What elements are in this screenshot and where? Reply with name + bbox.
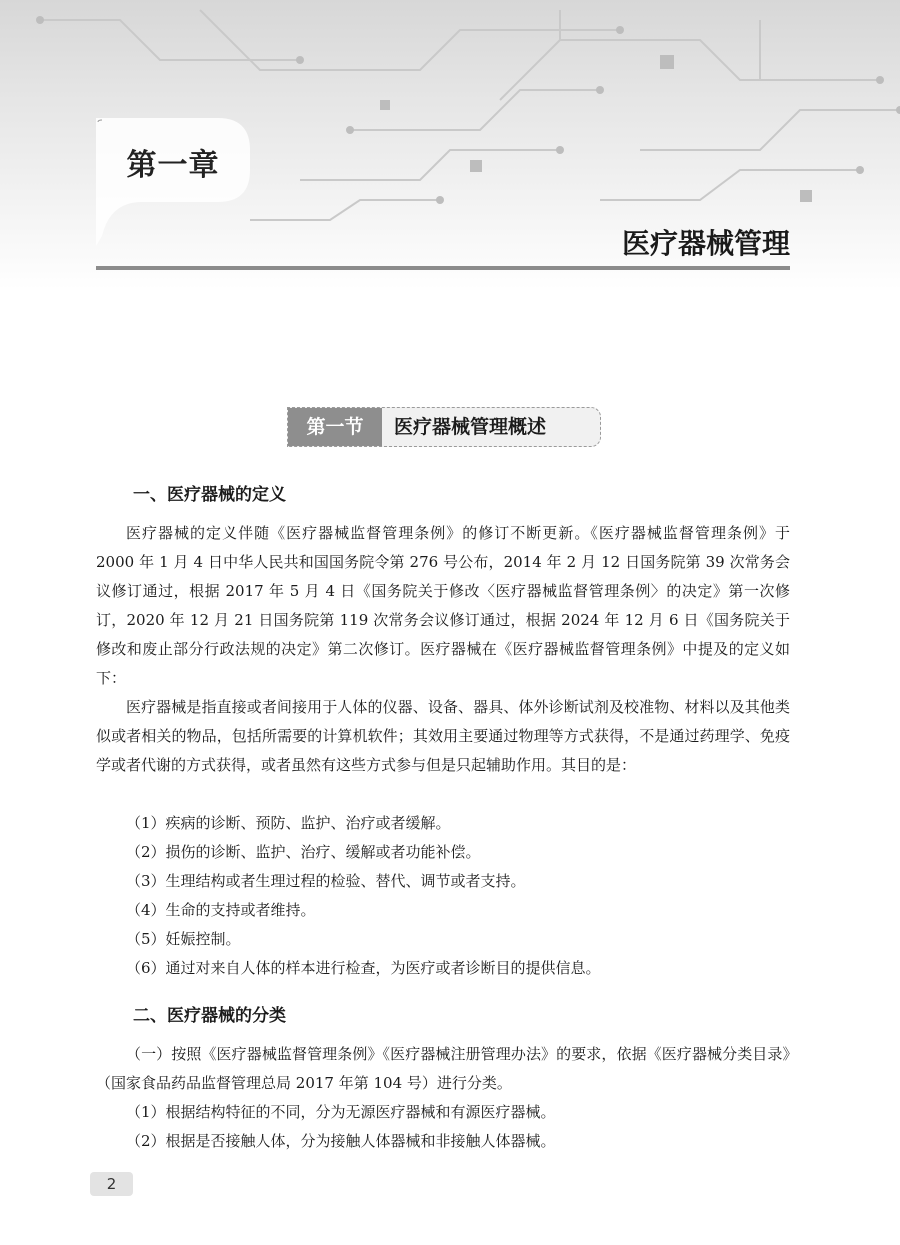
list-item: （5）妊娠控制。 — [126, 930, 241, 948]
list-item: （6）通过对来自人体的样本进行检查，为医疗或者诊断目的提供信息。 — [126, 959, 601, 977]
heading-definition: 一、医疗器械的定义 — [133, 485, 286, 505]
paragraph-definition-text: 医疗器械是指直接或者间接用于人体的仪器、设备、器具、体外诊断试剂及校准物、材料以及其他类似或者相关的物品，包括所需要的计算机软件；其效用主要通过物理等方式获得，不是通过药理学、免疫学或者代谢的方式获得，或者虽然有这些方式参与但是只起辅助作用。其目的是： — [96, 698, 790, 774]
list-item: （3）生理结构或者生理过程的检验、替代、调节或者支持。 — [126, 872, 526, 890]
section-title: 医疗器械管理概述 — [394, 416, 547, 438]
list-item: （4）生命的支持或者维持。 — [126, 901, 316, 919]
list-item: （2）根据是否接触人体，分为接触人体器械和非接触人体器械。 — [126, 1132, 556, 1150]
page-number: 2 — [90, 1172, 133, 1196]
chapter-title: 医疗器械管理 — [621, 227, 790, 260]
heading-classification: 二、医疗器械的分类 — [133, 1006, 286, 1026]
chapter-label: 第一章 — [126, 148, 220, 183]
list-item: （1）根据结构特征的不同，分为无源医疗器械和有源医疗器械。 — [126, 1103, 556, 1121]
list-item: （2）损伤的诊断、监护、治疗、缓解或者功能补偿。 — [126, 843, 481, 861]
list-item: （1）疾病的诊断、预防、监护、治疗或者缓解。 — [126, 814, 451, 832]
paragraph-classification-basis: （一）按照《医疗器械监督管理条例》《医疗器械注册管理办法》的要求，依据《医疗器械分类目录》（国家食品药品监督管理总局 2017 年第 104 号）进行分类。 — [96, 1045, 790, 1092]
section-number: 第一节 — [288, 408, 382, 446]
paragraph-definition-history: 医疗器械的定义伴随《医疗器械监督管理条例》的修订不断更新。《医疗器械监督管理条例》于 2000 年 1 月 4 日中华人民共和国国务院令第 276 号公布，2014 年 2 月 12 日国务院第 39 次常务会议修订通过，根据 2017 年 5 月 4 日《国务院关于修改〈医疗器械监督管理条例〉的决定》第一次修订，2020 年 12 月 21 日国务院第 119 次常务会议修订通过，根据 2024 年 12 月 6 日《国务院关于修改和废止部分行政法规的决定》第二次修订。医疗器械在《医疗器械监督管理条例》中提及的定义如下： — [96, 524, 790, 687]
chapter-divider — [96, 266, 790, 270]
section-banner — [287, 407, 601, 447]
